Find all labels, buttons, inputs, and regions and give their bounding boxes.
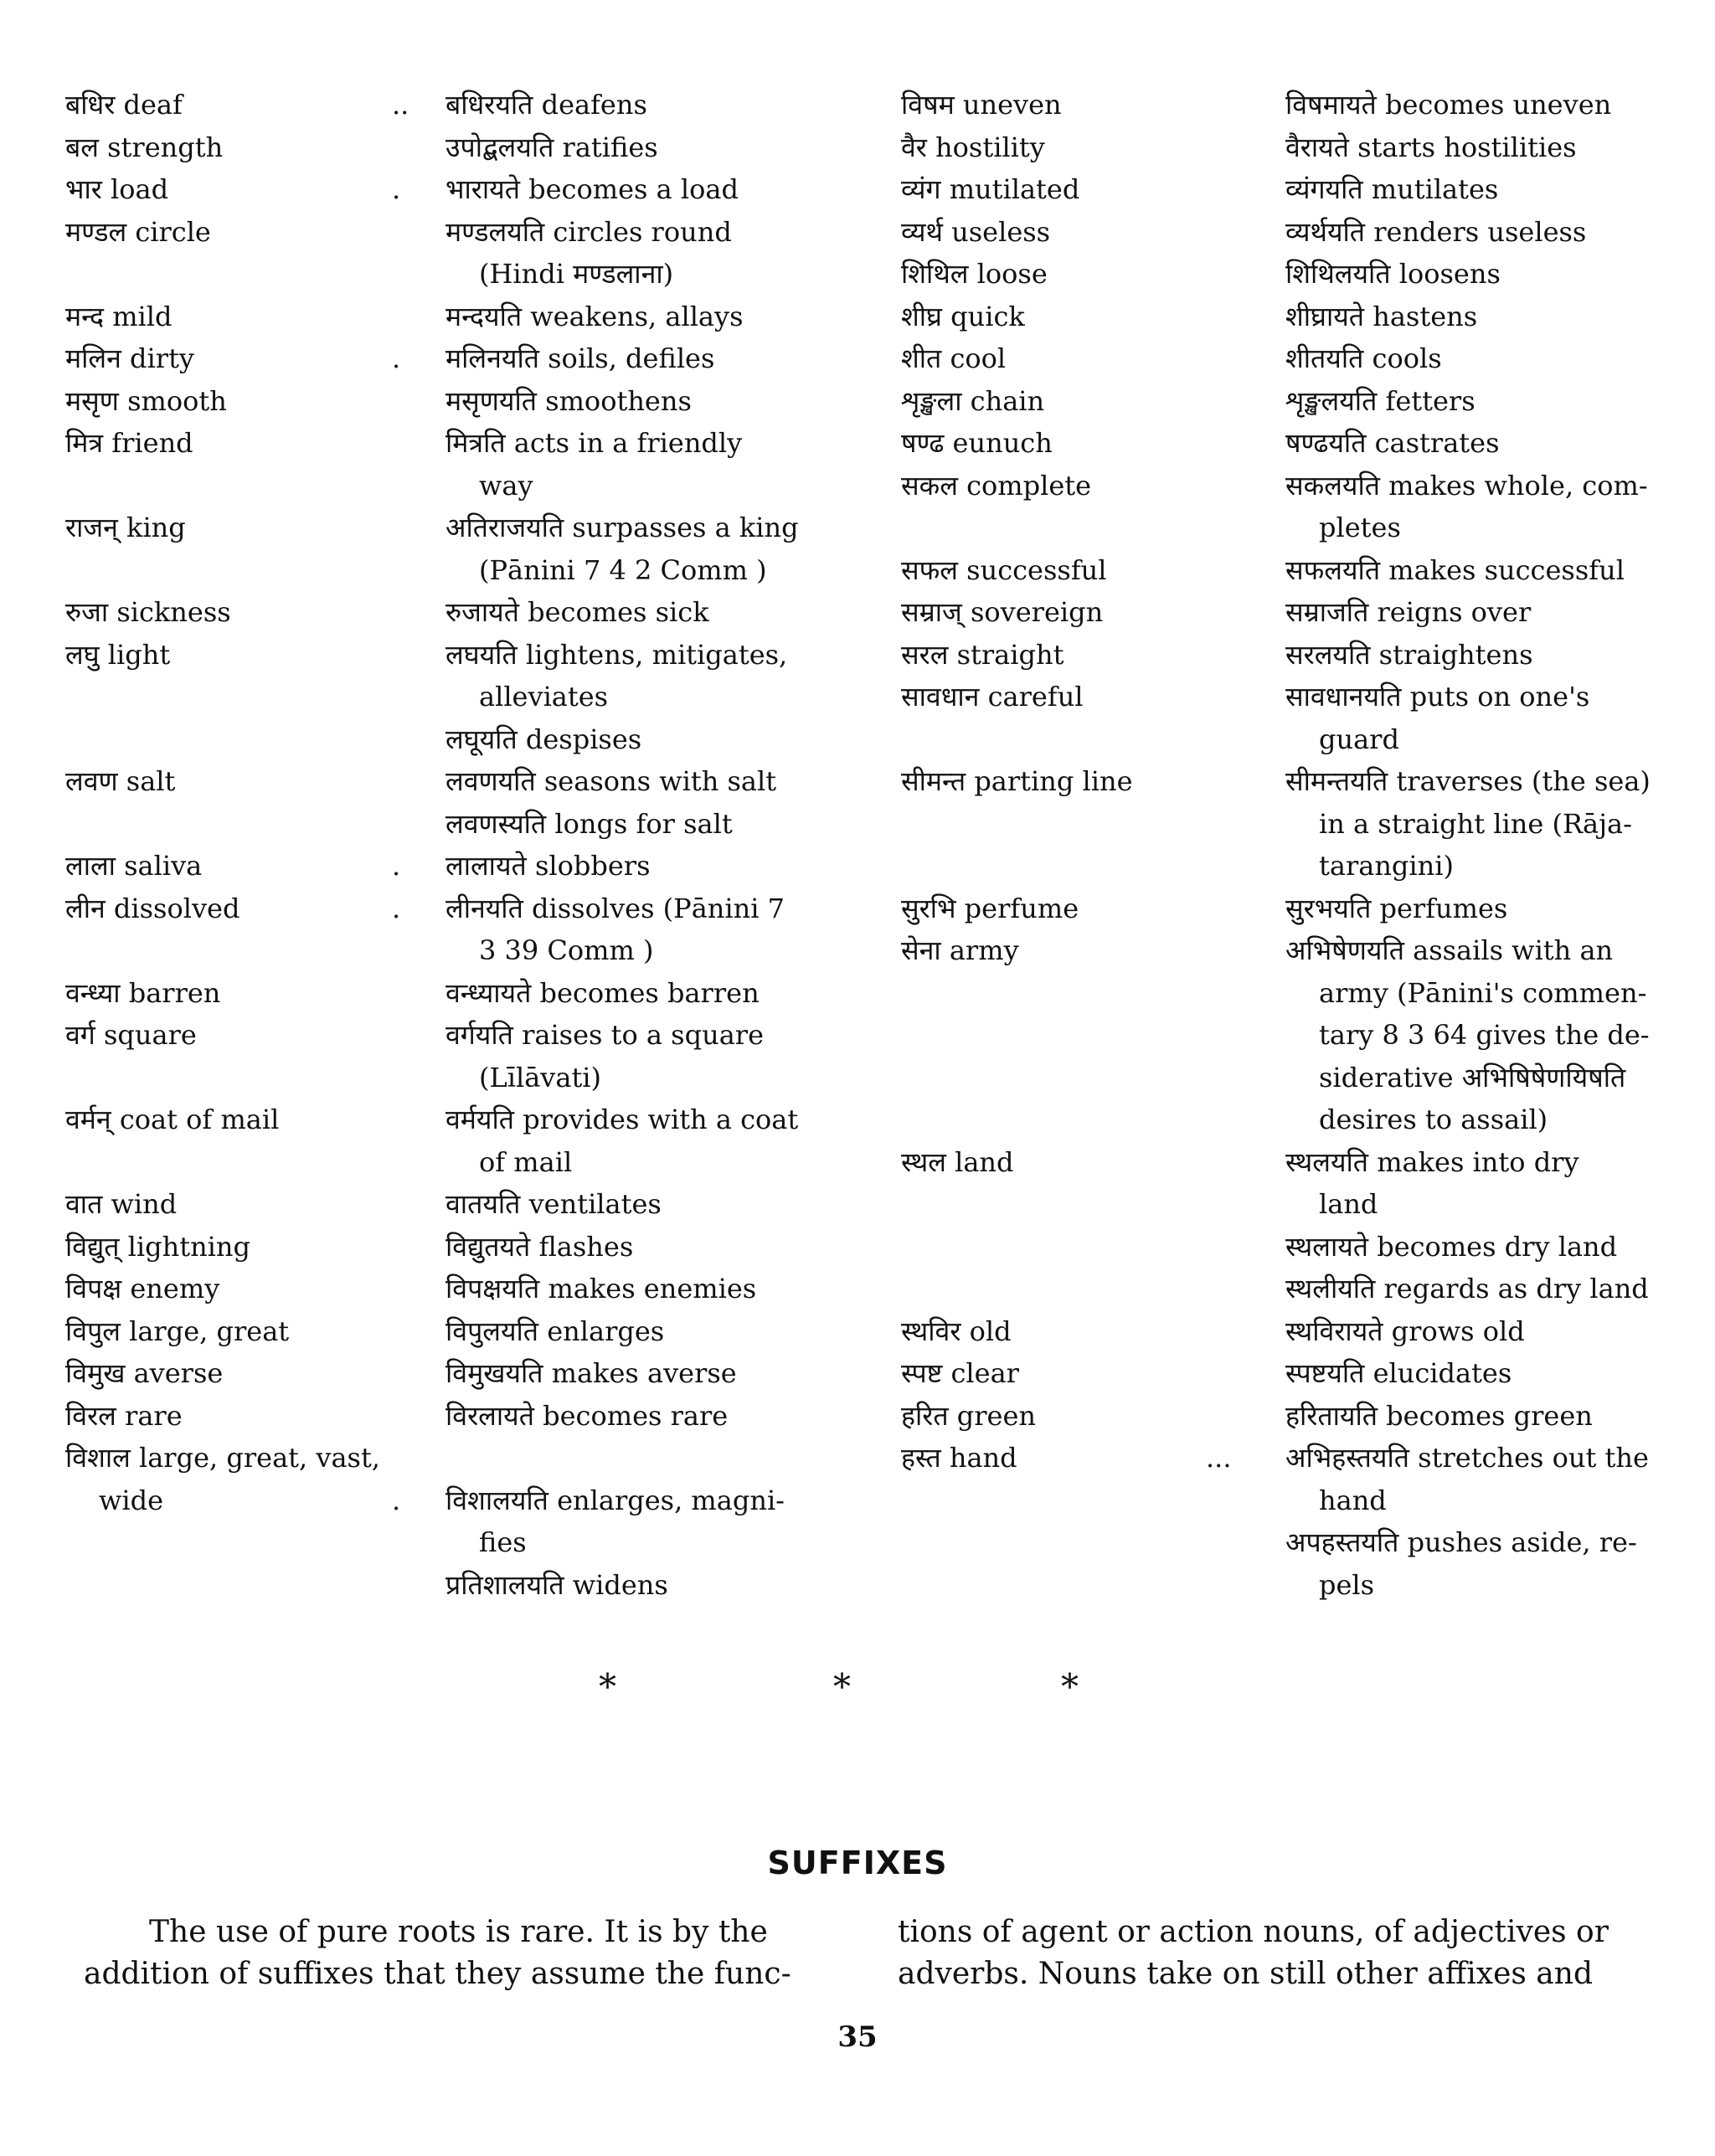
derived-verb: tarangini) [1319,850,1454,882]
entry-row [0,1479,1715,1521]
leader-dots: . [392,892,401,924]
derived-verb: वन्ध्यायते becomes barren [445,976,760,1009]
base-word: विशाल large, great, vast, [65,1442,380,1474]
base-word: शिथिल loose [901,258,1048,290]
derived-verb: स्पष्टयति elucidates [1285,1357,1512,1389]
entry-row [0,1057,1715,1099]
base-word: व्यर्थ useless [901,215,1051,248]
section-heading: SUFFIXES [767,1845,948,1881]
base-word: राजन् king [65,512,186,543]
derived-verb: सीमन्तयति traverses (the sea) [1285,765,1651,797]
entry-row [0,888,1715,929]
derived-verb: सुरभयति perfumes [1285,892,1508,924]
derived-verb: स्थलयति makes into dry [1285,1145,1579,1178]
paragraph-line: The use of pure roots is rare. It is by the [149,1915,768,1949]
base-word: लाला saliva [65,850,203,882]
entry-row [0,296,1715,337]
paragraph-line: tions of agent or action nouns, of adjectives or [898,1915,1609,1949]
base-word: शीघ्र quick [901,300,1025,332]
base-word: हस्त hand [901,1442,1017,1474]
derived-verb: मसृणयति smoothens [445,384,692,417]
derived-verb: स्थविरायते grows old [1285,1315,1525,1347]
derived-verb: tary 8 3 64 gives the de- [1319,1019,1650,1051]
paragraph-right-column [898,1912,1635,1995]
derived-verb: वर्गयति raises to a square [445,1019,765,1051]
derived-verb: प्रतिशालयति widens [445,1568,668,1601]
derived-verb: alleviates [479,681,609,713]
entry-row [0,634,1715,676]
entry-row [0,168,1715,210]
entry-row [0,337,1715,379]
base-word: मित्र friend [65,427,193,459]
derived-verb: land [1319,1188,1378,1220]
base-word: वन्ध्या barren [65,976,221,1009]
derived-verb: 3 39 Comm ) [479,934,654,966]
derived-verb: विपक्षयति makes enemies [445,1273,757,1304]
page-number: 35 [837,2020,878,2054]
derived-verb: भारायते becomes a load [445,173,739,205]
entry-row [0,1141,1715,1183]
derived-verb: उपोद्बलयति ratifies [445,131,658,163]
base-word: मण्डल circle [65,215,211,248]
derived-verb: मन्दयति weakens, allays [445,300,744,332]
leader-dots: ... [1206,1442,1232,1474]
derived-verb: शीघ्रायते hastens [1285,300,1478,332]
derived-verb: शीतयति cools [1285,342,1442,374]
base-word: मलिन dirty [65,342,195,374]
derived-verb: वर्मयति provides with a coat [445,1104,799,1135]
derived-verb: षण्ढयति castrates [1285,427,1500,459]
derived-verb: desires to assail) [1319,1104,1548,1135]
paragraph-left-column [84,1912,821,1995]
base-word: वैर hostility [901,131,1045,163]
entry-row [0,1310,1715,1352]
base-word: हरित green [901,1399,1037,1432]
derived-verb: सावधानयति puts on one's [1285,681,1590,713]
derived-verb: army (Pānini's commen- [1319,976,1647,1009]
entry-row [0,1395,1715,1437]
base-word: सीमन्त parting line [901,765,1133,797]
derived-verb: (Pānini 7 4 2 Comm ) [479,553,767,586]
entry-row [0,929,1715,971]
leader-dots: . [392,1484,401,1516]
derived-verb: लवणयति seasons with salt [445,765,777,797]
base-word: सुरभि perfume [901,892,1079,924]
derived-verb: वातयति ventilates [445,1188,662,1220]
derived-verb: अतिराजयति surpasses a king [445,512,799,543]
entry-row [0,591,1715,633]
derived-verb: siderative अभिषिषेणयिषति [1319,1061,1626,1093]
derived-verb: मण्डलयति circles round [445,215,732,248]
entry-row [0,1352,1715,1394]
entry-row [0,1437,1715,1479]
section-divider [0,1662,1715,1712]
derived-verb: शिथिलयति loosens [1285,258,1501,290]
derived-verb: of mail [479,1145,573,1178]
derived-verb: अपहस्तयति pushes aside, re- [1285,1526,1637,1558]
base-word: लीन dissolved [65,892,240,924]
leader-dots: . [392,342,401,374]
entry-row [0,507,1715,548]
base-word: बल strength [65,131,224,163]
base-word: स्थविर old [901,1315,1012,1347]
entry-row [0,972,1715,1014]
divider-star: * [833,1666,851,1707]
base-word: शीत cool [901,342,1007,374]
entry-row [0,760,1715,802]
entry-row [0,211,1715,253]
entry-row [0,465,1715,507]
base-word: लघु light [65,638,171,671]
base-word: सेना army [901,934,1019,966]
entry-row [0,718,1715,760]
derived-verb: सकलयति makes whole, com- [1285,469,1648,502]
derived-verb: लघूयति despises [445,723,642,755]
derived-verb: विपुलयति enlarges [445,1315,665,1347]
base-word: वात wind [65,1188,178,1220]
base-word: विमुख averse [65,1357,224,1389]
base-word: स्थल land [901,1145,1014,1178]
derived-verb: अभिहस्तयति stretches out the [1285,1442,1649,1474]
derived-verb: स्थलायते becomes dry land [1285,1230,1618,1263]
derived-verb: मित्रति acts in a friendly [445,427,743,459]
derived-verb: विमुखयति makes averse [445,1357,737,1389]
base-word: सकल complete [901,469,1092,502]
base-word: विषम uneven [901,89,1062,121]
entry-row [0,1183,1715,1225]
derived-verb: लीनयति dissolves (Pānini 7 [445,892,785,924]
base-word: विपक्ष enemy [65,1273,220,1304]
derived-verb: in a straight line (Rāja- [1319,807,1632,840]
entry-row [0,422,1715,464]
base-word: रुजा sickness [65,596,231,628]
base-word: भार load [65,173,169,205]
derived-verb: लालायते slobbers [445,850,651,882]
derived-verb: मलिनयति soils, defiles [445,342,715,374]
entry-row [0,380,1715,422]
derived-verb: लवणस्यति longs for salt [445,807,733,840]
base-word: मन्द mild [65,300,173,332]
base-word: मसृण smooth [65,384,227,417]
base-word: वर्ग square [65,1019,197,1051]
base-word: सफल successful [901,553,1107,586]
derived-verb: सम्राजति reigns over [1285,596,1532,628]
paragraph-line: addition of suffixes that they assume the func- [84,1957,791,1991]
base-word: विरल rare [65,1399,183,1432]
derived-verb: (Hindi मण्डलाना) [479,258,674,290]
derived-verb: सरलयति straightens [1285,638,1533,671]
derived-verb: pletes [1319,512,1401,543]
entry-row [0,1521,1715,1563]
entry-row [0,1564,1715,1606]
derived-verb: व्यर्थयति renders useless [1285,215,1587,248]
leader-dots: .. [392,89,409,121]
base-word: लवण salt [65,765,176,797]
base-word: सरल straight [901,638,1064,671]
entry-row [0,845,1715,887]
entry-row [0,1268,1715,1310]
derived-verb: guard [1319,723,1399,755]
derived-verb: लघयति lightens, mitigates, [445,638,788,671]
leader-dots: . [392,173,401,205]
base-word: वर्मन् coat of mail [65,1104,280,1135]
entry-row [0,253,1715,295]
derived-verb: विशालयति enlarges, magni- [445,1484,785,1516]
base-word: सावधान careful [901,681,1084,713]
paragraph-line: adverbs. Nouns take on still other affixes and [898,1957,1594,1991]
leader-dots: . [392,850,401,882]
divider-star: * [1061,1666,1079,1707]
base-word: शृङ्खला chain [901,384,1045,417]
derived-verb: fies [479,1526,527,1558]
derived-verb: (Līlāvati) [479,1061,602,1093]
derived-verb: रुजायते becomes sick [445,596,709,628]
entry-row [0,84,1715,126]
derived-verb: pels [1319,1568,1375,1601]
derived-verb: way [479,469,533,502]
derived-verb: बधिरयति deafens [445,89,647,121]
derived-verb: hand [1319,1484,1387,1516]
base-word: षण्ढ eunuch [901,427,1053,459]
derived-verb: सफलयति makes successful [1285,553,1625,586]
base-word: व्यंग mutilated [901,173,1080,205]
derived-verb: विषमायते becomes uneven [1285,89,1612,121]
base-word: विद्युत् lightning [65,1230,251,1263]
entry-row [0,803,1715,845]
entry-row [0,1099,1715,1140]
entry-row [0,549,1715,591]
base-word: बधिर deaf [65,89,183,121]
derived-verb: विरलायते becomes rare [445,1399,729,1432]
base-word: विपुल large, great [65,1315,290,1347]
entry-row [0,676,1715,718]
entry-row [0,1226,1715,1268]
derived-verb: अभिषेणयति assails with an [1285,934,1614,966]
derived-verb: विद्युतयते flashes [445,1230,634,1263]
derived-verb: शृङ्खलयति fetters [1285,384,1476,417]
derived-verb: व्यंगयति mutilates [1285,173,1499,205]
base-word: स्पष्ट clear [901,1357,1019,1389]
entry-row [0,1014,1715,1056]
derived-verb: हरितायति becomes green [1285,1399,1593,1432]
base-word: सम्राज् sovereign [901,596,1104,628]
derived-verb: वैरायते starts hostilities [1285,131,1577,163]
base-word: wide [99,1484,164,1516]
derived-verb: स्थलीयति regards as dry land [1285,1273,1649,1304]
entry-row [0,126,1715,168]
divider-star: * [599,1666,616,1707]
